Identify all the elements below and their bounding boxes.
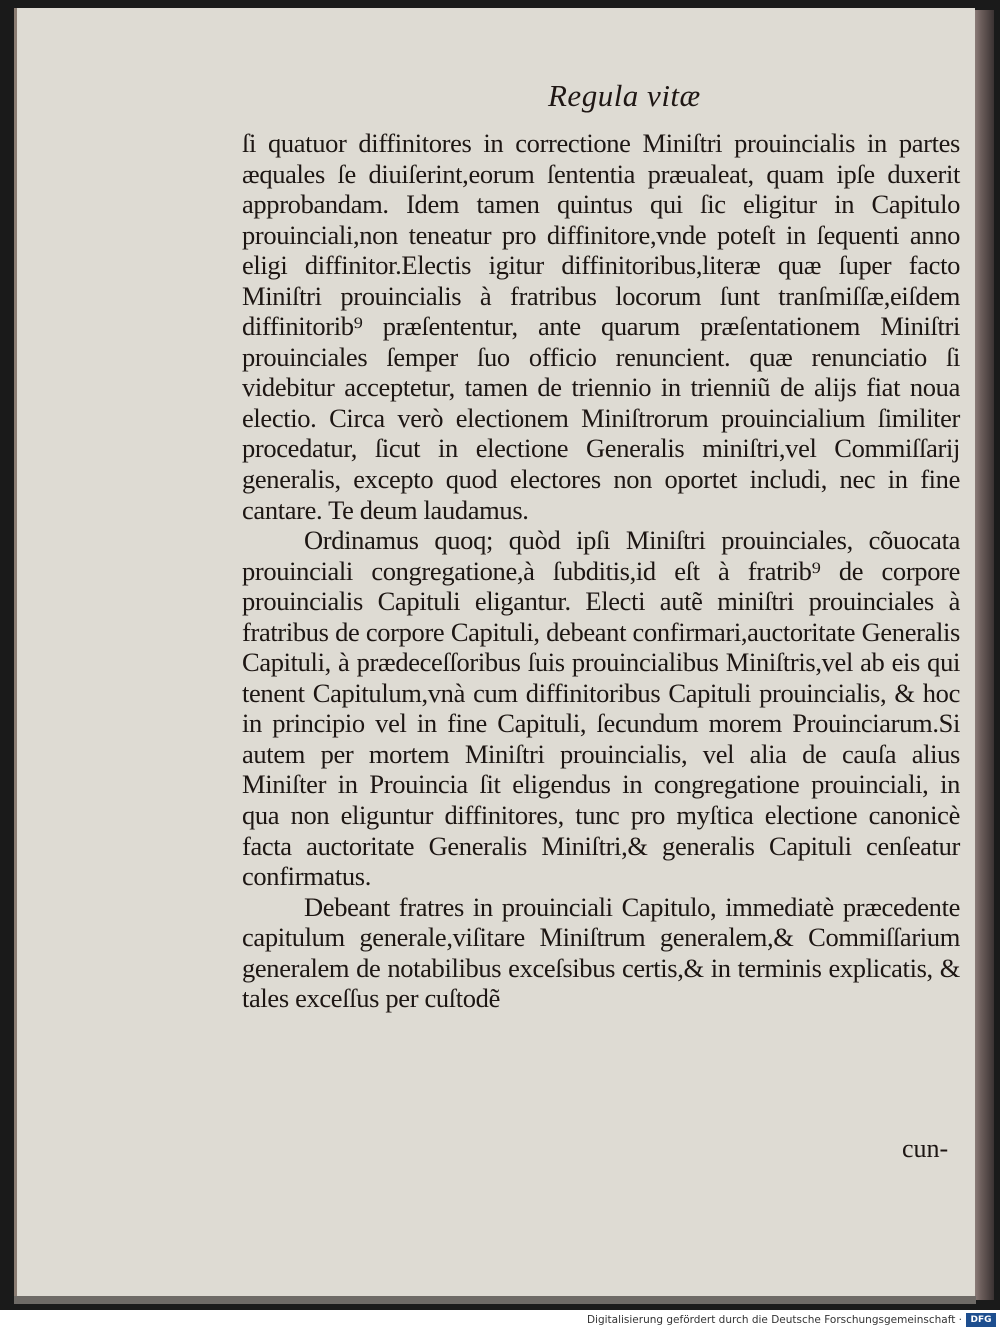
paragraph-2: Ordinamus quoq; quòd ipſi Miniſtri prouinciales, cõuocata prouinciali congregatione,à ſubditis,id eſt à fratrib⁹ de corpore prouincialis Capituli eligantur. Electi autẽ miniſtri prouinciales à fratribus de corpore Capituli, debeant confirmari,auctoritate Generalis Capituli, à prædeceſſoribus ſuis prouincialibus Miniſtris,vel ab eis qui tenent Capitulum,vnà cum diffinitoribus Capituli prouincialis, & hoc in principio vel in fine Capituli, ſecundum morem Prouinciarum.Si autem per mortem Miniſtri prouincialis, vel alia de cauſa alius Miniſter in Prouincia ſit eligendus in congregatione prouinciali, in qua non eliguntur diffinitores, tunc pro myſtica electione canonicè facta auctoritate Generalis Miniſtri,& generalis Capituli cenſeatur confirmatus. [242, 525, 960, 892]
page-edge-right [972, 10, 994, 1300]
paragraph-3: Debeant fratres in prouinciali Capitulo, immediatè præcedente capitulum generale,viſitare Miniſtrum generalem,& Commiſſarium generalem de notabilibus exceſsibus certis,& in terminis explicatis, & tales exceſſus per cuſtodẽ [242, 891, 960, 1014]
footer-credit: Digitalisierung gefördert durch die Deutsche Forschungsgemeinschaft · [586, 1314, 962, 1326]
dfg-logo-icon: DFG [966, 1313, 996, 1327]
catchword: cun- [902, 1134, 949, 1163]
page-edge-bottom [14, 1296, 976, 1304]
running-head: Regula vitæ [548, 78, 701, 113]
body-text [242, 128, 960, 1014]
paragraph-1: ſi quatuor diffinitores in correctione Miniſtri prouincialis in partes æquales ſe diuiſerint,eorum ſententia præualeat, quam ipſe duxerit approbandam. Idem tamen quintus qui ſic eligitur in Capitulo prouinciali,non teneatur pro diffinitore,vnde poteſt in ſequenti anno eligi diffinitor.Electis igitur diffinitoribus,literæ quæ ſuper facto Miniſtri prouincialis à fratribus locorum ſunt tranſmiſſæ,eiſdem diffinitorib⁹ præſententur, ante quarum præſentationem Miniſtri prouinciales ſemper ſuo officio renuncient. quæ renunciatio ſi videbitur acceptetur, tamen de triennio in trienniũ de alijs fiat noua electio. Circa verò electionem Miniſtrorum prouincialium ſimiliter procedatur, ſicut in electione Generalis miniſtri,vel Commiſſarij generalis, excepto quod electores non oportet includi, nec in fine cantare. Te deum laudamus. [242, 128, 960, 525]
